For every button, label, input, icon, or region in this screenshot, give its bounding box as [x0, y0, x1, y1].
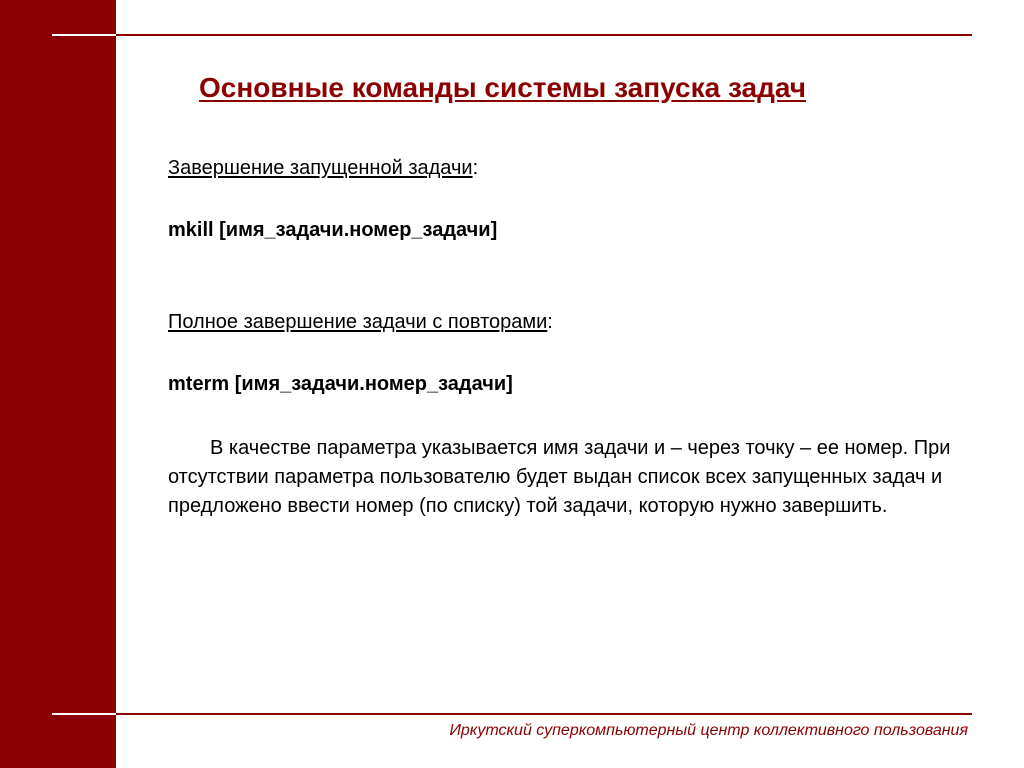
- footer-organization: Иркутский суперкомпьютерный центр коллективного пользования: [449, 722, 968, 739]
- top-rule-left-segment: [52, 34, 116, 36]
- top-rule: [116, 34, 972, 36]
- section-kill-heading: [168, 157, 478, 180]
- mterm-command: mterm [имя_задачи.номер_задачи]: [168, 373, 513, 395]
- section-term-heading-colon: :: [547, 311, 553, 333]
- section-kill-heading-colon: :: [472, 157, 479, 179]
- left-decorative-band: [0, 0, 116, 768]
- section-kill-heading-text: Завершение запущенной задачи: [168, 157, 473, 179]
- bottom-rule-left-segment: [52, 713, 116, 715]
- slide-title: Основные команды системы запуска задач: [199, 72, 806, 103]
- bottom-rule: [116, 713, 972, 715]
- section-term-heading: [168, 311, 553, 334]
- description-paragraph: В качестве параметра указывается имя задачи и – через точку – ее номер. При отсутствии параметра пользователю будет выдан список всех запущенных задач и предложено ввести номер (по списку) той задачи, которую нужно завершить.: [168, 437, 951, 517]
- mkill-command: mkill [имя_задачи.номер_задачи]: [168, 219, 498, 241]
- section-term-heading-text: Полное завершение задачи с повторами: [168, 311, 548, 333]
